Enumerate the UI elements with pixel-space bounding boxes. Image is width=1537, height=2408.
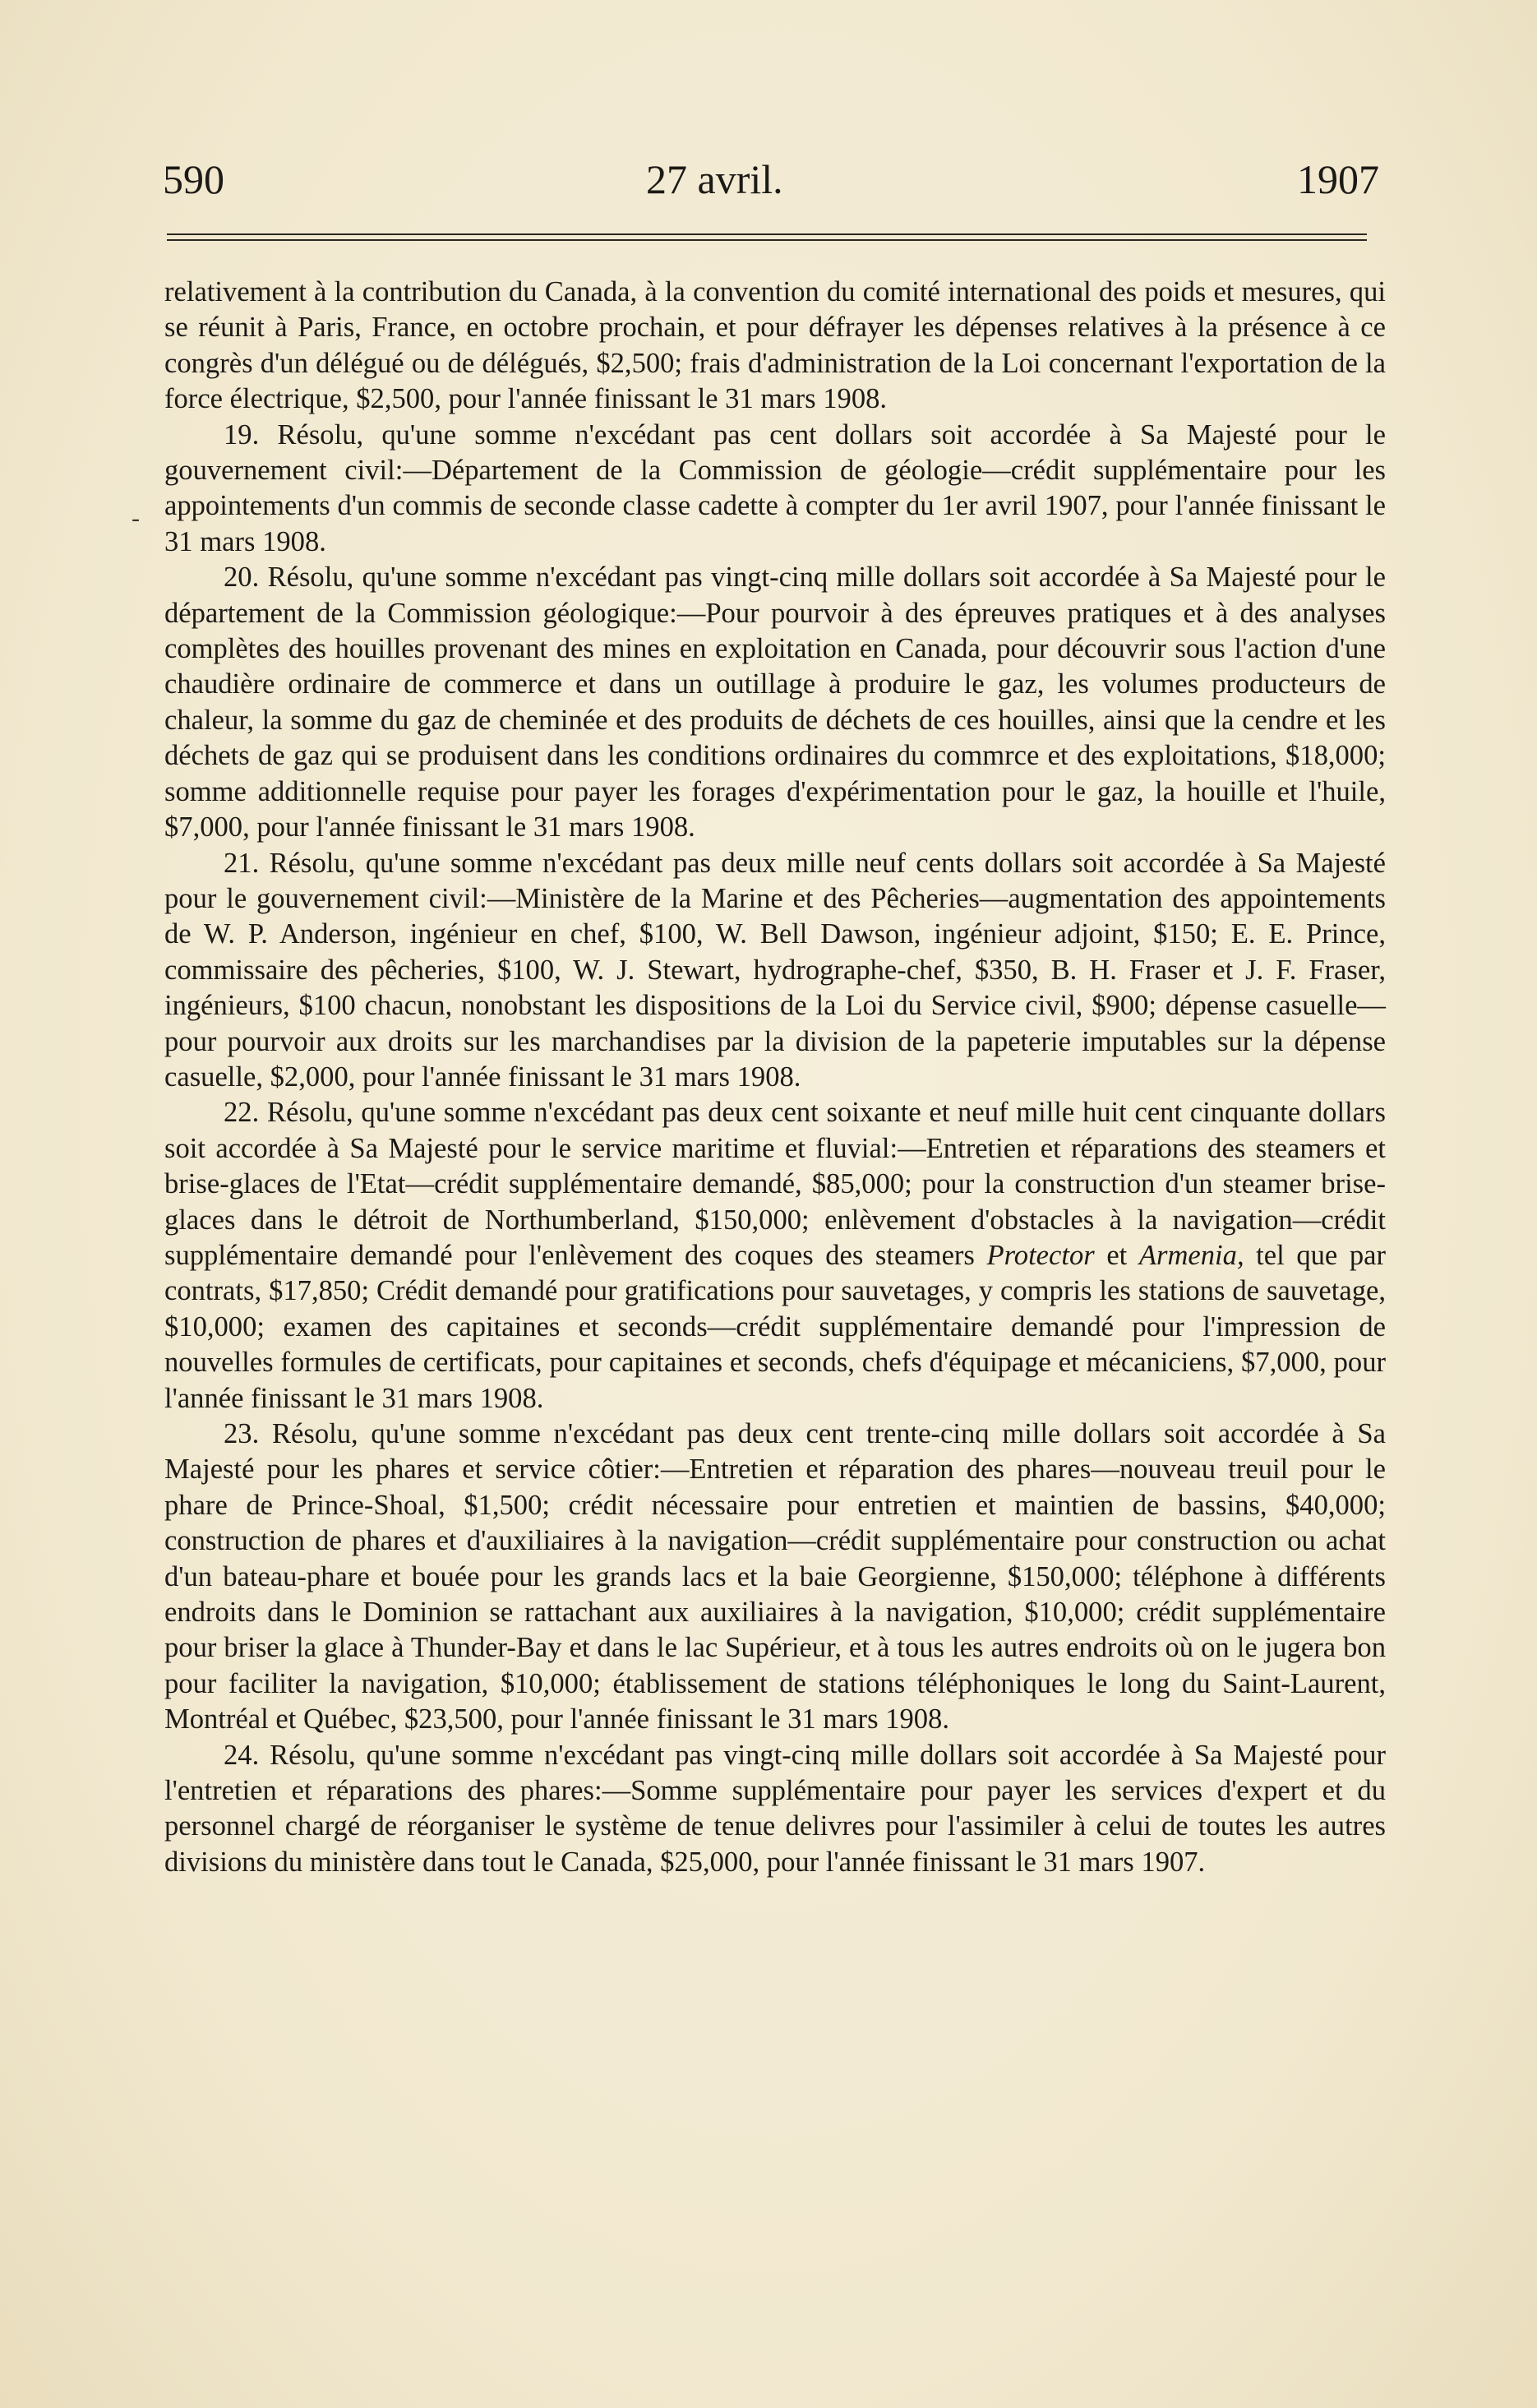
paragraph-text: 21. Résolu, qu'une somme n'excédant pas deux mille neuf cents dollars soit accordée à Sa Majesté pour le gouvernement civil:—Ministère de la Marine et des Pêcheries—augmentation des appointements de W. P. Anderson, ingénieur en chef, $100, W. Bell Dawson, ingénieur adjoint, $150; E. E. Prince, commissaire des pêcheries, $100, W. J. Stewart, hydrographe-chef, $350, B. H. Fraser et J. F. Fraser, ingénieurs, $100 chacun, nonobstant les dispositions de la Loi du Service civil, $900; dépense casuelle—pour pourvoir aux droits sur les marchandises par la division de la papeterie imputables sur la dépense casuelle, $2,000, pour l'année finissant le 31 mars 1908. [164,847,1386,1093]
paragraph-text: relativement à la contribution du Canada, à la convention du comité international des poids et mesures, qui se réunit à Paris, France, en octobre prochain, et pour défrayer les dépenses relatives à la présence à ce congrès d'un délégué ou de délégués, $2,500; frais d'administration de la Loi concernant l'exportation de la force électrique, $2,500, pour l'année finissant le 31 mars 1908. [164,276,1386,415]
paragraph-text: et [1094,1239,1139,1271]
paragraph-text: 22. Résolu, qu'une somme n'excédant pas deux cent soixante et neuf mille huit cent cinquante dollars soit accordée à Sa Majesté pour le service maritime et fluvial:—Entretien et réparations des steamers et brise-glaces de l'Etat—crédit supplémentaire demandé, $85,000; pour la construction d'un steamer brise-glaces dans le détroit de Northumberland, $150,000; enlèvement d'obstacles à la navigation—crédit supplémentaire demandé pour l'enlèvement des coques des steamers [164,1097,1386,1271]
resolution-19 [164,418,1386,561]
resolution-24 [164,1738,1386,1881]
paragraph-text: 20. Résolu, qu'une somme n'excédant pas vingt-cinq mille dollars soit accordée à Sa Majesté pour le département de la Commission géologique:—Pour pourvoir à des épreuves pratiques et à des analyses complètes des houilles provenant des mines en exploitation en Canada, pour découvrir sous l'action d'une chaudière ordinaire de commerce et dans un outillage à produire le gaz, les volumes producteurs de chaleur, la somme du gaz de cheminée et des produits de déchets de ces houilles, ainsi que la cendre et les déchets de gaz qui se produisent dans les conditions ordinaires du commrce et des exploitations, $18,000; somme additionnelle requise pour payer les forages d'expérimentation pour le gaz, la houille et l'huile, $7,000, pour l'année finissant le 31 mars 1908. [164,562,1386,843]
document-body [164,275,1386,1880]
header-double-rule [167,233,1367,241]
margin-mark: - [132,505,140,532]
paragraph-continuation [164,275,1386,418]
ship-name-armenia: Armenia, [1138,1239,1244,1271]
paragraph-text: 19. Résolu, qu'une somme n'excédant pas cent dollars soit accordée à Sa Majesté pour le gouvernement civil:—Département de la Commission de géologie—crédit supplémentaire pour les appointements d'un commis de seconde classe cadette à compter du 1er avril 1907, pour l'année finissant le 31 mars 1908. [164,418,1386,557]
resolution-21 [164,846,1386,1096]
page-date: 27 avril. [646,156,783,202]
resolution-23 [164,1417,1386,1738]
paragraph-text: 24. Résolu, qu'une somme n'excédant pas vingt-cinq mille dollars soit accordée à Sa Majesté pour l'entretien et réparations des phares:—Somme supplémentaire pour payer les services d'expert et du personnel chargé de réorganiser le système de tenue delivres pour l'assimiler à celui de toutes les autres divisions du ministère dans tout le Canada, $25,000, pour l'année finissant le 31 mars 1907. [164,1739,1386,1878]
resolution-22 [164,1095,1386,1417]
ship-name-protector: Protector [986,1239,1095,1271]
page-year: 1907 [1297,156,1379,202]
paragraph-text: 23. Résolu, qu'une somme n'excédant pas deux cent trente-cinq mille dollars soit accordée à Sa Majesté pour les phares et service côtier:—Entretien et réparation des phares—nouveau treuil pour le phare de Prince-Shoal, $1,500; crédit nécessaire pour entretien et maintien de bassins, $40,000; construction de phares et d'auxiliaires à la navigation—crédit supplémentaire pour construction ou achat d'un bateau-phare et bouée pour les grands lacs et la baie Georgienne, $150,000; téléphone à différents endroits dans le Dominion se rattachant aux auxiliaires à la navigation, $10,000; crédit supplémentaire pour briser la glace à Thunder-Bay et dans le lac Supérieur, et à tous les autres endroits où on le jugera bon pour faciliter la navigation, $10,000; établissement de stations téléphoniques le long du Saint-Laurent, Montréal et Québec, $23,500, pour l'année finissant le 31 mars 1908. [164,1418,1386,1736]
resolution-20 [164,560,1386,845]
paragraph-text: tel que par contrats, $17,850; Crédit demandé pour gratifications pour sauvetages, y compris les stations de sauvetage, $10,000; examen des capitaines et seconds—crédit supplémentaire demandé pour l'impression de nouvelles formules de certificats, pour capitaines et seconds, chefs d'équipage et mécaniciens, $7,000, pour l'année finissant le 31 mars 1908. [164,1239,1386,1414]
page-number: 590 [163,156,224,202]
page-header [163,155,1379,204]
